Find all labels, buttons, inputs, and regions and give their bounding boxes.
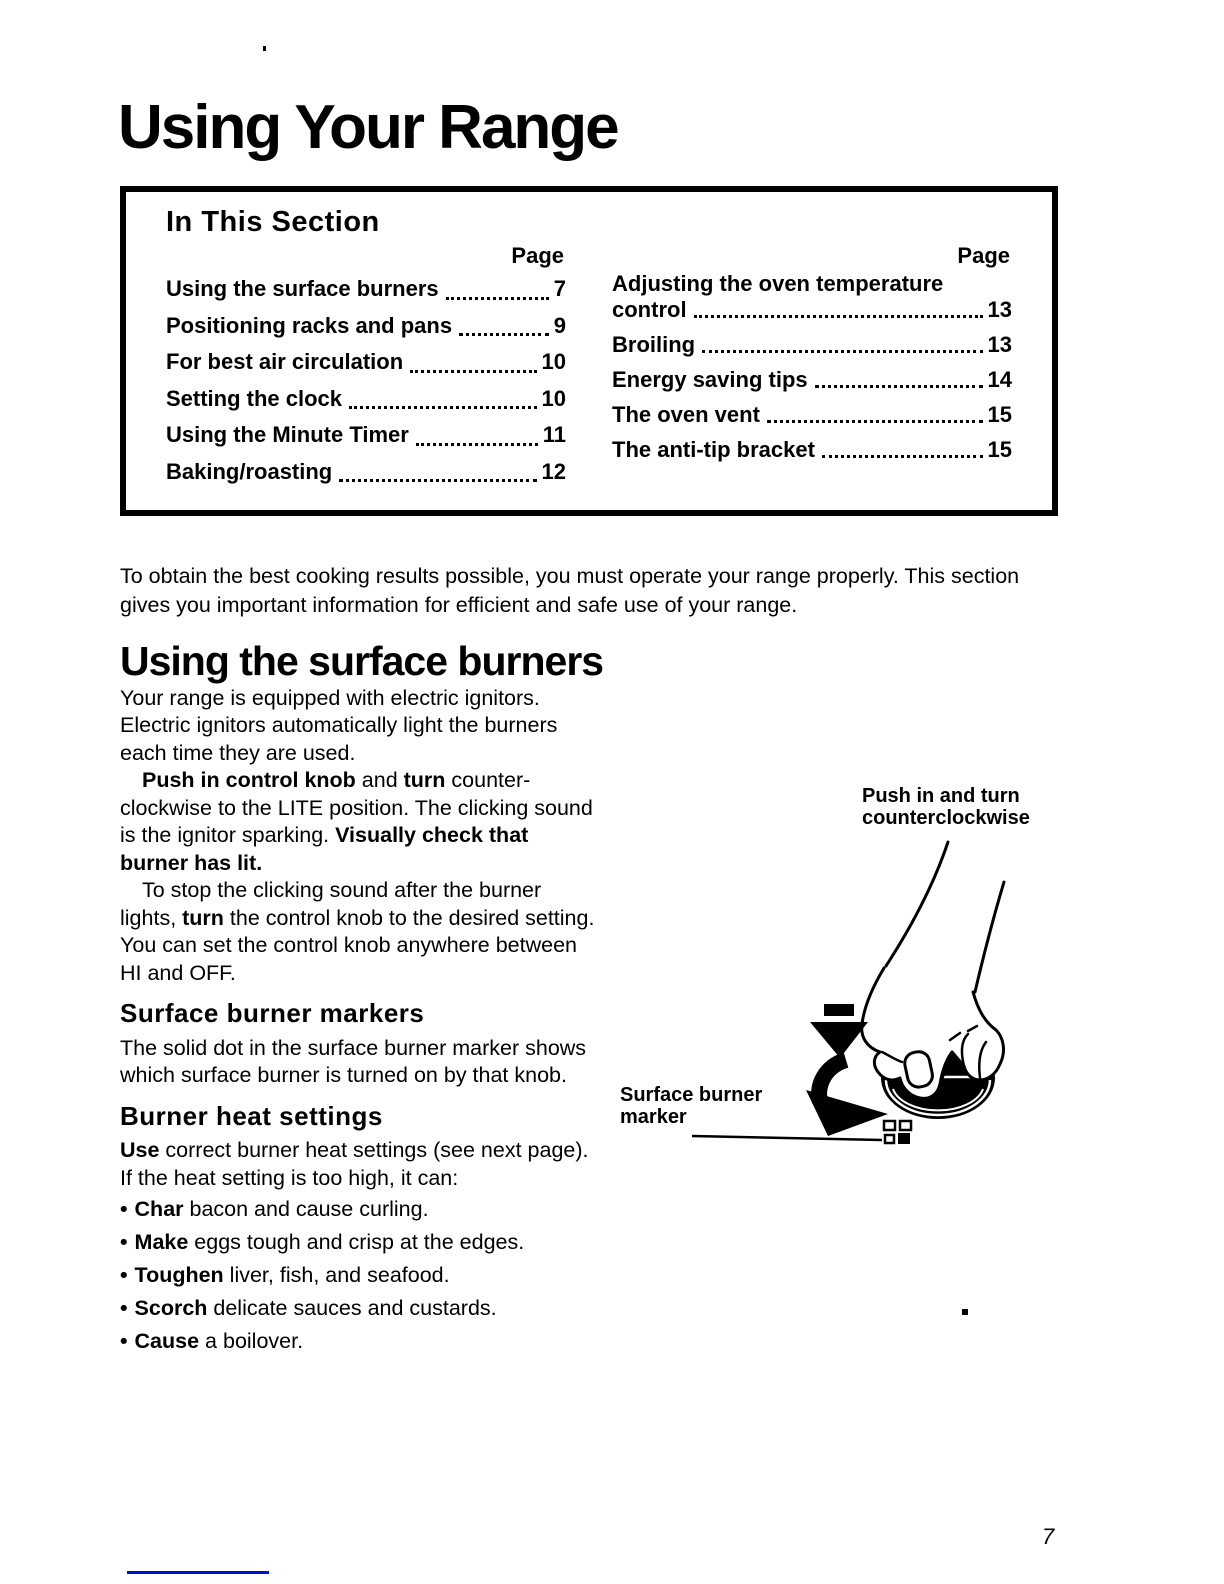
list-item: • Toughen liver, fish, and seafood. bbox=[120, 1263, 450, 1287]
toc-leader-dots bbox=[459, 333, 549, 336]
burner-marker-glyph bbox=[884, 1121, 911, 1144]
toc-entry bbox=[612, 271, 1012, 323]
surface-burner-marker-label: Surface burner marker bbox=[620, 1084, 763, 1128]
paragraph: The solid dot in the surface burner marker shows which surface burner is turned on by that knob. bbox=[120, 1035, 587, 1087]
knob-illustration-figure bbox=[600, 780, 1060, 1160]
scan-speck bbox=[962, 1309, 968, 1315]
paragraph: Use correct burner heat settings (see next page). If the heat setting is too high, it can: bbox=[120, 1138, 589, 1190]
toc-entry-label: Baking/roasting bbox=[166, 458, 333, 484]
toc-entry bbox=[166, 381, 566, 418]
paragraph: Push in control knob and turn counter-clockwise to the LITE position. The clicking sound is the ignitor sparking. Visually check that burner has lit. bbox=[120, 768, 593, 875]
bullet-icon: • bbox=[120, 1296, 128, 1320]
toc-entry-page: 12 bbox=[541, 458, 566, 484]
toc-entry bbox=[612, 437, 1012, 463]
toc-leader-dots bbox=[767, 420, 983, 423]
toc-leader-dots bbox=[822, 455, 983, 458]
toc-leader-dots bbox=[416, 443, 538, 446]
intro-paragraph: To obtain the best cooking results possible, you must operate your range properly. This section gives you important information for efficient and safe use of your range. bbox=[120, 563, 1020, 617]
list-item: • Cause a boilover. bbox=[120, 1329, 304, 1353]
subsection-heading: Surface burner markers bbox=[120, 998, 425, 1028]
toc-page-label: Page bbox=[511, 243, 564, 268]
toc-entry-label-line1: Adjusting the oven temperature bbox=[612, 271, 944, 296]
toc-right-column bbox=[612, 241, 1012, 490]
list-item: • Make eggs tough and crisp at the edges. bbox=[120, 1230, 525, 1254]
body-text-column bbox=[120, 638, 604, 1361]
heat-warning-list bbox=[120, 1196, 598, 1354]
toc-entry-page: 13 bbox=[987, 297, 1012, 322]
bullet-icon: • bbox=[120, 1263, 128, 1287]
toc-entry-label: The anti-tip bracket bbox=[612, 437, 815, 462]
subsection-heading: Burner heat settings bbox=[120, 1100, 383, 1131]
toc-entry bbox=[166, 454, 566, 491]
toc-entry bbox=[166, 344, 566, 381]
blue-underline-rule bbox=[127, 1571, 269, 1574]
toc-leader-dots bbox=[446, 297, 549, 300]
toc-columns bbox=[166, 241, 1012, 490]
label-leader-line bbox=[692, 1136, 882, 1140]
toc-entry-page: 14 bbox=[987, 367, 1012, 392]
counterclockwise-arrow-icon bbox=[806, 1060, 888, 1136]
toc-entry-page: 10 bbox=[541, 349, 566, 374]
toc-entry bbox=[166, 417, 566, 454]
bullet-icon: • bbox=[120, 1329, 128, 1353]
toc-entry-label: Using the surface burners bbox=[166, 276, 439, 301]
in-this-section-box bbox=[120, 186, 1058, 516]
toc-entry-label: Broiling bbox=[612, 332, 696, 357]
bullet-icon: • bbox=[120, 1230, 128, 1254]
toc-left-column bbox=[166, 241, 566, 490]
toc-entry bbox=[166, 308, 566, 345]
list-item: • Char bacon and cause curling. bbox=[120, 1197, 429, 1221]
scan-speck bbox=[263, 46, 266, 51]
list-item: • Scorch delicate sauces and custards. bbox=[120, 1296, 497, 1320]
page-number: 7 bbox=[1042, 1524, 1055, 1549]
toc-entry-page: 7 bbox=[553, 276, 566, 301]
toc-leader-dots bbox=[410, 370, 536, 373]
toc-entry-label: Setting the clock bbox=[166, 385, 343, 411]
toc-entry-label: Energy saving tips bbox=[612, 367, 808, 392]
toc-leader-dots bbox=[702, 350, 982, 353]
bullet-icon: • bbox=[120, 1197, 128, 1221]
toc-entry-page: 10 bbox=[541, 385, 566, 411]
paragraph: To stop the clicking sound after the burner lights, turn the control knob to the desired setting. You can set the control knob anywhere between HI and OFF. bbox=[120, 878, 595, 985]
toc-heading: In This Section bbox=[166, 206, 380, 238]
toc-entry-label: Positioning racks and pans bbox=[166, 312, 453, 338]
toc-entry-label: Using the Minute Timer bbox=[166, 422, 409, 447]
toc-page-label: Page bbox=[957, 243, 1010, 268]
toc-entry bbox=[612, 332, 1012, 358]
toc-entry-page: 15 bbox=[987, 402, 1012, 427]
toc-entry-label: control bbox=[612, 297, 687, 322]
page-title: Using Your Range bbox=[118, 93, 618, 162]
toc-entry bbox=[612, 367, 1012, 393]
push-down-arrow-icon bbox=[810, 1004, 868, 1058]
toc-leader-dots bbox=[339, 479, 536, 482]
section-heading: Using the surface burners bbox=[120, 638, 604, 684]
toc-entry-page: 13 bbox=[987, 332, 1012, 357]
toc-leader-dots bbox=[815, 385, 983, 388]
toc-entry-label: The oven vent bbox=[612, 402, 760, 427]
toc-leader-dots bbox=[349, 406, 536, 409]
toc-entry-label: For best air circulation bbox=[166, 349, 404, 374]
wrist-lines bbox=[886, 842, 1004, 992]
paragraph: Your range is equipped with electric ignitors. Electric ignitors automatically light the burners each time they are used. bbox=[120, 685, 558, 765]
toc-entry-page: 9 bbox=[553, 312, 566, 338]
push-turn-label: Push in and turn counterclockwise bbox=[862, 785, 1030, 829]
toc-leader-dots bbox=[694, 315, 983, 318]
toc-entry bbox=[166, 271, 566, 308]
toc-entry-page: 15 bbox=[987, 437, 1012, 462]
toc-entry bbox=[612, 402, 1012, 428]
toc-entry-page: 11 bbox=[542, 422, 566, 447]
